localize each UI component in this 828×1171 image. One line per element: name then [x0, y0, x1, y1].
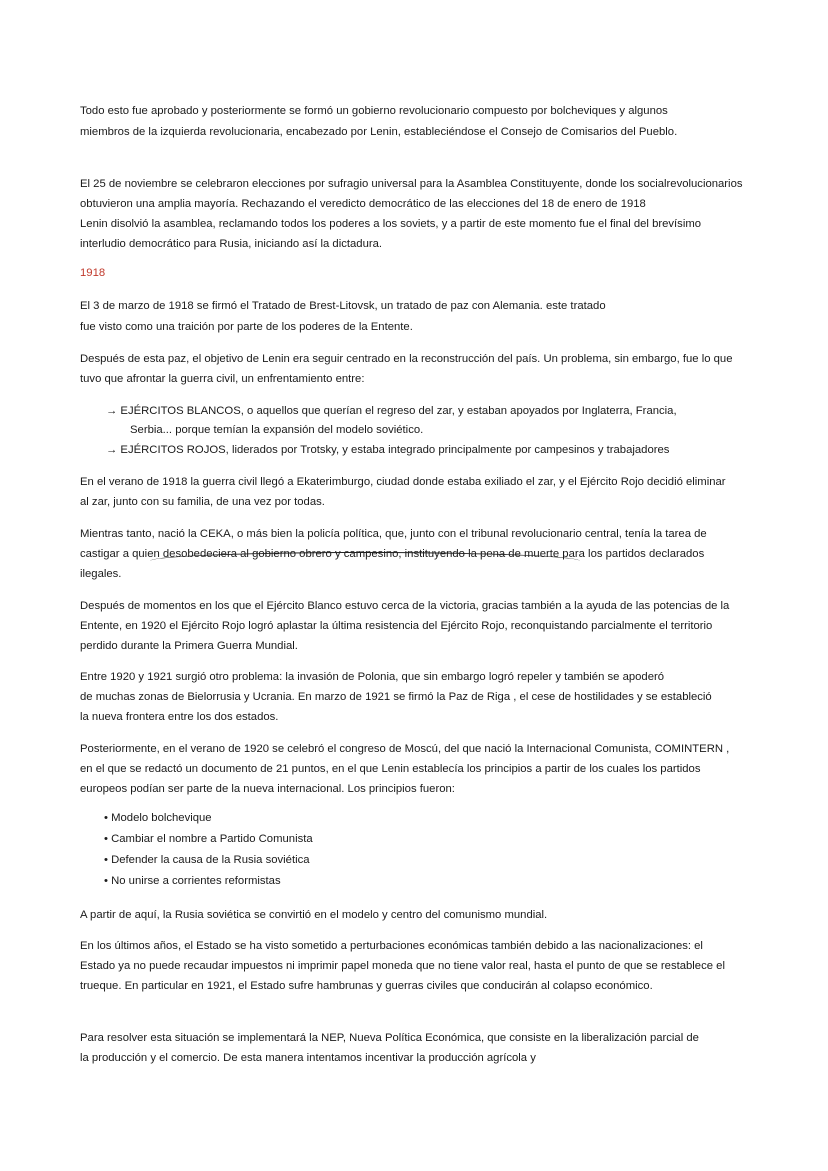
text-line: tuvo que afrontar la guerra civil, un enfrentamiento entre: [80, 373, 365, 385]
arrow-item-blancos-cont: Serbia... porque temían la expansión del modelo soviético. [130, 424, 424, 436]
list-item: • Modelo bolchevique [104, 812, 212, 824]
list-item: • No unirse a corrientes reformistas [104, 875, 281, 887]
text-line: Entente, en 1920 el Ejército Rojo logró aplastar la última resistencia del Ejército Rojo, reconquistando parcialmente el territorio [80, 620, 713, 632]
text-line: ilegales. [80, 568, 122, 580]
text-line: la nueva frontera entre los dos estados. [80, 711, 279, 723]
text-line: Todo esto fue aprobado y posteriormente se formó un gobierno revolucionario compuesto por bolcheviques y algunos [80, 105, 668, 117]
section-heading-year: 1918 [80, 267, 106, 279]
text-line: perdido durante la Primera Guerra Mundial. [80, 640, 298, 652]
text-line: trueque. En particular en 1921, el Estado sufre hambrunas y guerras civiles que conducirán al colapso económico. [80, 980, 653, 992]
text-line: europeos podían ser parte de la nueva internacional. Los principios fueron: [80, 783, 455, 795]
text-line: Para resolver esta situación se implementará la NEP, Nueva Política Económica, que consiste en la liberalización parcial de [80, 1032, 699, 1044]
arrow-item-rojos: → EJÉRCITOS ROJOS, liderados por Trotsky, y estaba integrado principalmente por campesinos y trabajadores [106, 444, 670, 456]
text-line: obtuvieron una amplia mayoría. Rechazando el veredicto democrático de las elecciones del 18 de enero de 1918 [80, 198, 646, 210]
text-line: El 3 de marzo de 1918 se firmó el Tratado de Brest-Litovsk, un tratado de paz con Alemania. este tratado [80, 300, 606, 312]
text-line: En el verano de 1918 la guerra civil llegó a Ekaterimburgo, ciudad donde estaba exiliado el zar, y el Ejército Rojo decidió eliminar [80, 476, 726, 488]
text-line: Estado ya no puede recaudar impuestos ni imprimir papel moneda que no tiene valor real, hasta el punto de que se restablece el [80, 960, 725, 972]
paragraph-modelo-mundial: A partir de aquí, la Rusia soviética se convirtió en el modelo y centro del comunismo mundial. [80, 909, 548, 921]
text-line: Entre 1920 y 1921 surgió otro problema: la invasión de Polonia, que sin embargo logró repeler y también se apoderó [80, 671, 665, 683]
text-line: Después de momentos en los que el Ejército Blanco estuvo cerca de la victoria, gracias también a la ayuda de las potencias de la [80, 600, 730, 612]
text-line: Mientras tanto, nació la CEKA, o más bien la policía política, que, junto con el tribunal revolucionario central, tenía la tarea de [80, 528, 707, 540]
text-line: En los últimos años, el Estado se ha visto sometido a perturbaciones económicas también debido a las nacionalizaciones: el [80, 940, 703, 952]
text-line: interludio democrático para Rusia, iniciando así la dictadura. [80, 238, 383, 250]
text-line: de muchas zonas de Bielorrusia y Ucrania. En marzo de 1921 se firmó la Paz de Riga , el cese de hostilidades y se estableció [80, 691, 712, 703]
text-line: miembros de la izquierda revolucionaria, encabezado por Lenin, estableciéndose el Consejo de Comisarios del Pueblo. [80, 126, 678, 138]
text-line: castigar a quien desobedeciera al gobierno obrero y campesino, instituyendo la pena de muerte para los partidos declarados [80, 548, 705, 560]
text-line: Después de esta paz, el objetivo de Lenin era seguir centrado en la reconstrucción del país. Un problema, sin embargo, fue lo que [80, 353, 733, 365]
text-line: Lenin disolvió la asamblea, reclamando todos los poderes a los soviets, y a partir de este momento fue el final del brevísimo [80, 218, 702, 230]
text-line: en el que se redactó un documento de 21 puntos, en el que Lenin establecía los principios a partir de los cuales los partidos [80, 763, 701, 775]
list-item: • Defender la causa de la Rusia soviética [104, 854, 310, 866]
list-item: • Cambiar el nombre a Partido Comunista [104, 833, 313, 845]
text-line: la producción y el comercio. De esta manera intentamos incentivar la producción agrícola y [80, 1052, 536, 1064]
arrow-item-blancos: → EJÉRCITOS BLANCOS, o aquellos que querían el regreso del zar, y estaban apoyados por Inglaterra, Francia, [106, 405, 677, 417]
text-line: al zar, junto con su familia, de una vez por todas. [80, 496, 325, 508]
text-line: El 25 de noviembre se celebraron elecciones por sufragio universal para la Asamblea Constituyente, donde los socialrevolucionarios [80, 178, 743, 190]
text-line: fue visto como una traición por parte de los poderes de la Entente. [80, 321, 413, 333]
text-line: Posteriormente, en el verano de 1920 se celebró el congreso de Moscú, del que nació la Internacional Comunista, COMINTERN , [80, 743, 730, 755]
